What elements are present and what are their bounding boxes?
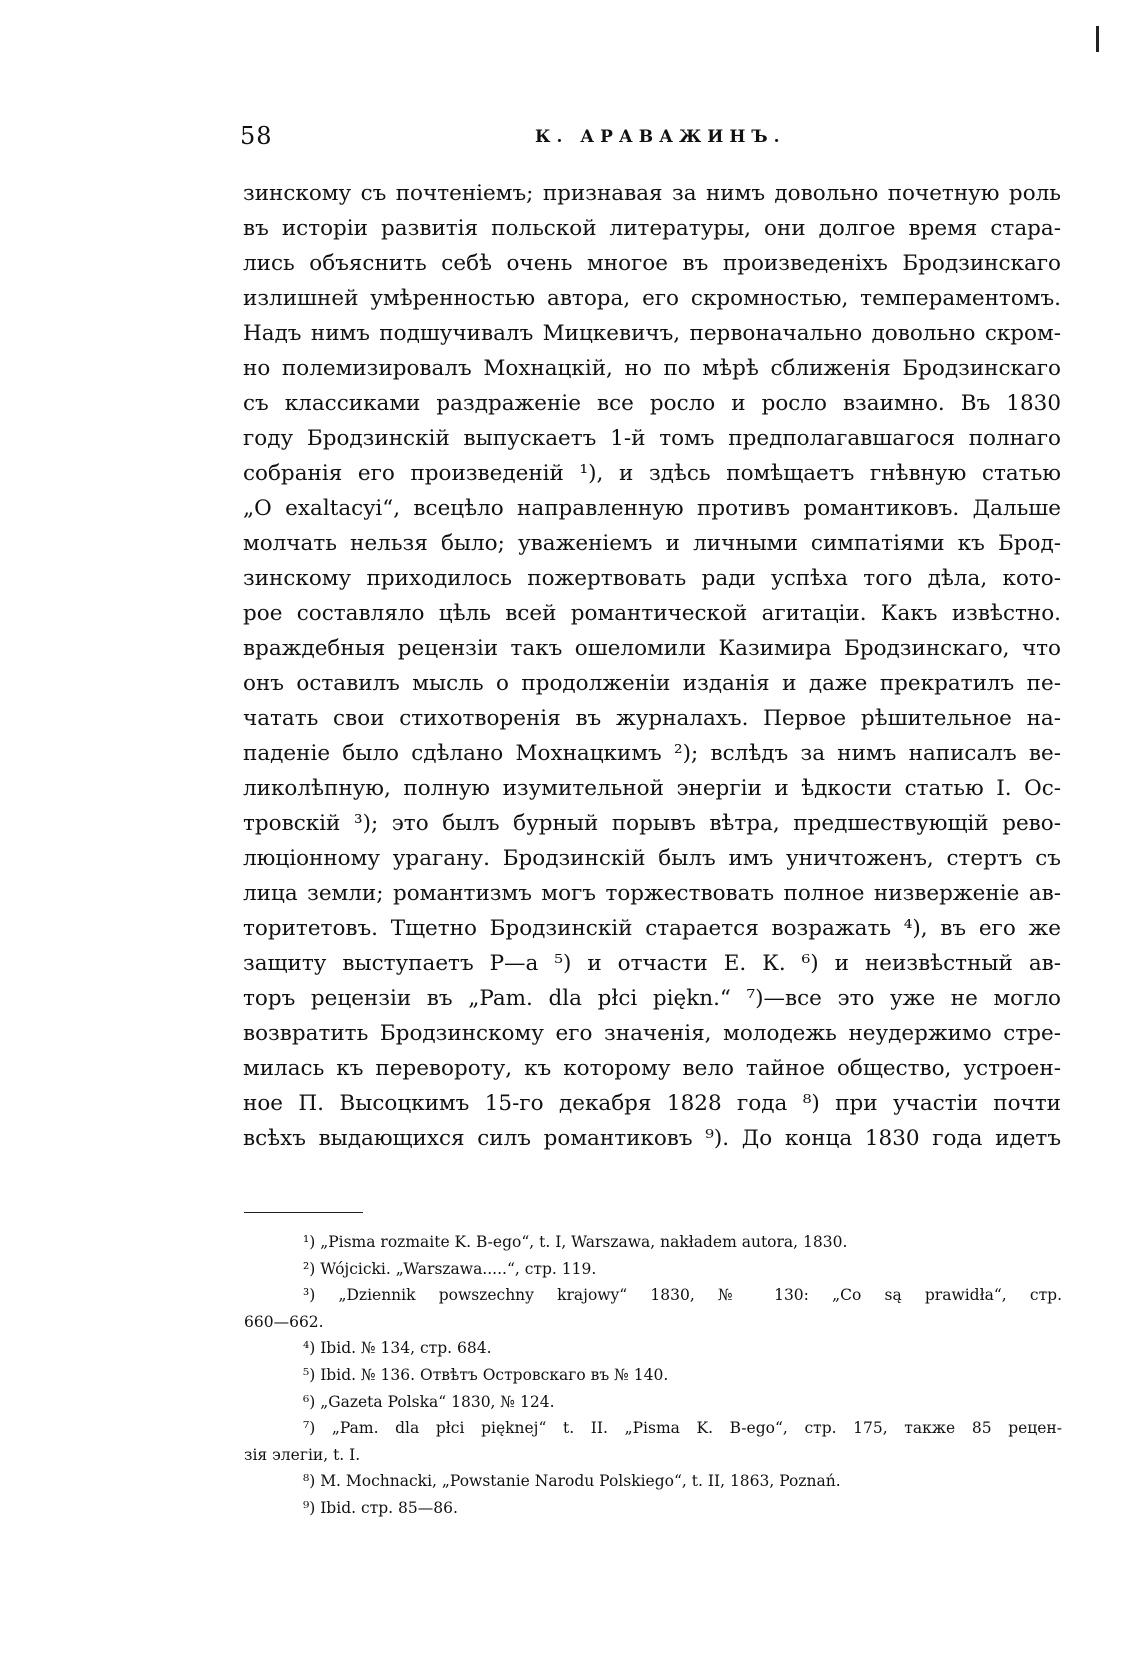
body-line: торъ рецензіи въ „Pam. dla płci piękn.“ ⁷)—все это уже не могло xyxy=(243,986,1061,1011)
scan-mark xyxy=(1096,26,1099,52)
body-line: „O exaltacyi“, всецѣло направленную противъ романтиковъ. Дальше xyxy=(243,496,1061,521)
body-line: ное П. Высоцкимъ 15-го декабря 1828 года ⁸) при участіи почти xyxy=(243,1091,1061,1116)
footnote-7: ⁷) „Pam. dla płci pięknej“ t. II. „Pisma K. B-ego“, стр. 175, также 85 рецен- xyxy=(303,1419,1062,1438)
footnote-divider xyxy=(244,1212,363,1213)
body-line: въ исторіи развитія польской литературы, они долгое время стара- xyxy=(243,216,1061,241)
body-line: паденіе было сдѣлано Мохнацкимъ ²); вслѣдъ за нимъ написалъ ве- xyxy=(243,741,1061,766)
running-head: К. АРАВАЖИНЪ. xyxy=(535,127,786,147)
body-line: Надъ нимъ подшучивалъ Мицкевичъ, первоначально довольно скром- xyxy=(243,321,1061,346)
body-line: зинскому съ почтеніемъ; признавая за нимъ довольно почетную роль xyxy=(243,181,1061,206)
body-line: году Бродзинскій выпускаетъ 1-й томъ предполагавшагося полнаго xyxy=(243,426,1061,451)
footnote-1: ¹) „Pisma rozmaite K. B-ego“, t. I, Warszawa, nakładem autora, 1830. xyxy=(303,1233,848,1251)
footnote-7-continued: зія элегіи, t. I. xyxy=(244,1445,361,1464)
body-line: лись объяснить себѣ очень многое въ произведеніхъ Бродзинскаго xyxy=(243,251,1061,276)
footnote-3-continued: 660—662. xyxy=(244,1312,324,1331)
body-line: молчать нельзя было; уваженіемъ и личными симпатіями къ Брод- xyxy=(243,531,1061,556)
body-line: излишней умѣренностью автора, его скромностью, темпераментомъ. xyxy=(243,286,1061,311)
footnote-9: ⁹) Ibid. стр. 85—86. xyxy=(303,1498,458,1517)
footnote-3: ³) „Dziennik powszechny krajowy“ 1830, № 130: „Co są prawidła“, стр. xyxy=(303,1286,1062,1305)
body-text xyxy=(243,176,1061,1156)
body-line: но полемизировалъ Мохнацкій, но по мѣрѣ сближенія Бродзинскаго xyxy=(243,356,1061,381)
footnotes xyxy=(244,1229,1062,1522)
footnote-6: ⁶) „Gazeta Polska“ 1830, № 124. xyxy=(303,1392,555,1411)
body-line: зинскому приходилось пожертвовать ради успѣха того дѣла, кото- xyxy=(243,566,1061,591)
body-line: рое составляло цѣль всей романтической агитаціи. Какъ извѣстно. xyxy=(243,601,1061,626)
body-line: люціонному урагану. Бродзинскій былъ имъ уничтоженъ, стертъ съ xyxy=(243,846,1061,871)
body-line: лица земли; романтизмъ могъ торжествовать полное низверженіе ав- xyxy=(243,881,1061,906)
body-line: съ классиками раздраженіе все росло и росло взаимно. Въ 1830 xyxy=(243,391,1061,416)
footnote-2: ²) Wójcicki. „Warszawa.....“, стр. 119. xyxy=(303,1259,597,1278)
body-line: торитетовъ. Тщетно Бродзинскій старается возражать ⁴), въ его же xyxy=(243,916,1061,941)
body-line: онъ оставилъ мысль о продолженіи изданія и даже прекратилъ пе- xyxy=(243,671,1061,696)
body-line: защиту выступаетъ Р—а ⁵) и отчасти Е. К. ⁶) и неизвѣстный ав- xyxy=(243,951,1061,976)
body-line: враждебныя рецензіи такъ ошеломили Казимира Бродзинскаго, что xyxy=(243,636,1061,661)
footnote-8: ⁸) M. Mochnacki, „Powstanie Narodu Polskiego“, t. II, 1863, Poznań. xyxy=(303,1472,841,1491)
page-number: 58 xyxy=(240,122,273,150)
body-line: ликолѣпную, полную изумительной энергіи и ѣдкости статью I. Ос- xyxy=(243,776,1061,801)
body-line: чатать свои стихотворенія въ журналахъ. Первое рѣшительное на- xyxy=(243,706,1061,731)
body-line: тровскій ³); это былъ бурный порывъ вѣтра, предшествующій рево- xyxy=(243,811,1061,836)
body-line: всѣхъ выдающихся силъ романтиковъ ⁹). До конца 1830 года идетъ xyxy=(243,1126,1061,1151)
body-line: милась къ перевороту, къ которому вело тайное общество, устроен- xyxy=(243,1056,1061,1081)
footnote-4: ⁴) Ibid. № 134, стр. 684. xyxy=(303,1339,492,1358)
footnote-5: ⁵) Ibid. № 136. Отвѣтъ Островскаго въ № 140. xyxy=(303,1365,669,1384)
body-line: возвратить Бродзинскому его значенія, молодежь неудержимо стре- xyxy=(243,1021,1061,1046)
body-line: собранія его произведеній ¹), и здѣсь помѣщаетъ гнѣвную статью xyxy=(243,461,1061,486)
